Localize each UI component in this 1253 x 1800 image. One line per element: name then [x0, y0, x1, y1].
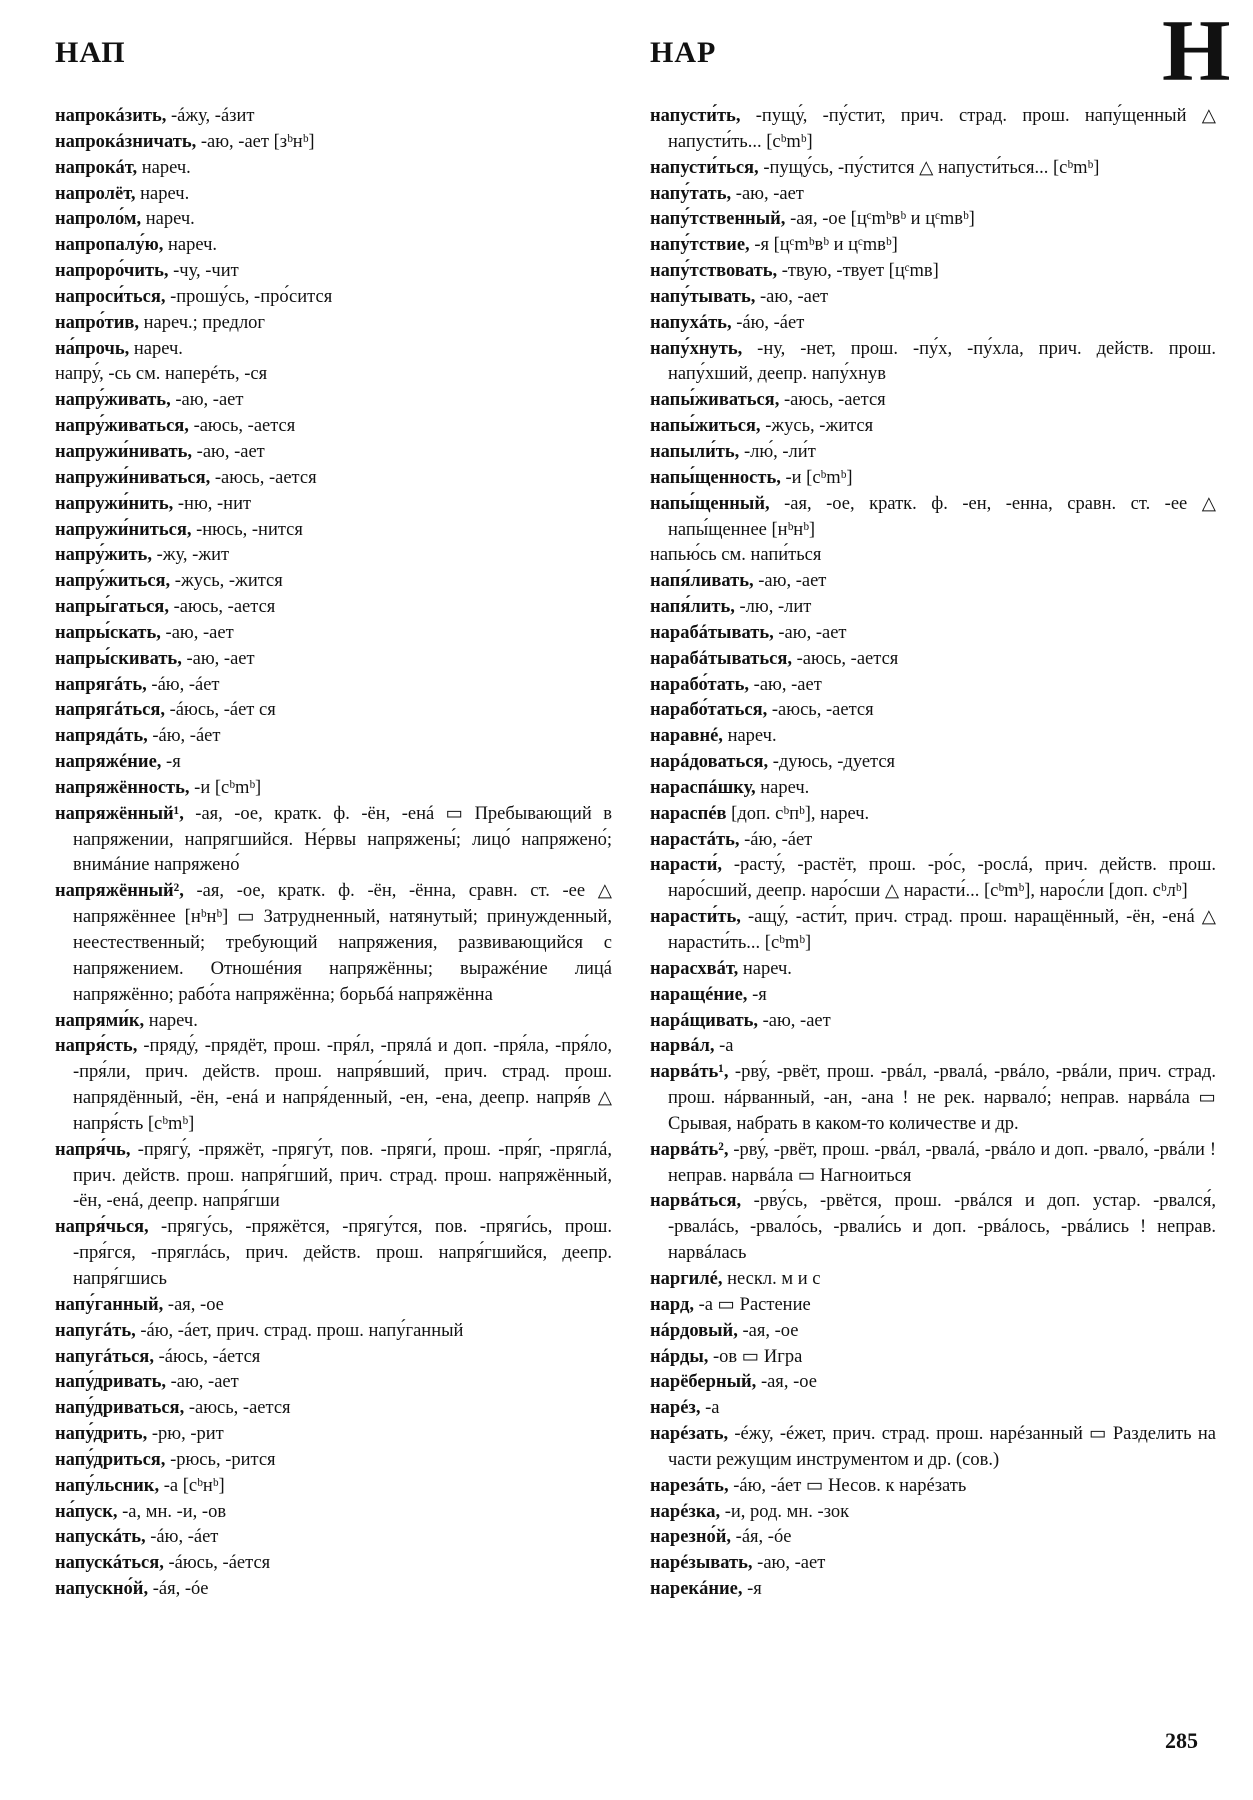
- entry-headword: напя́лить,: [650, 597, 735, 618]
- entry-body: -аюсь, -ается: [767, 700, 874, 721]
- dictionary-entry: [650, 647, 1216, 673]
- entry-body: -твую, -твует [цᶜmв]: [777, 261, 939, 282]
- entry-headword: напы́щенность,: [650, 467, 781, 488]
- entry-body: -аю, -ает: [753, 571, 827, 592]
- entry-headword: напя́ливать,: [650, 571, 754, 592]
- dictionary-entry: [650, 233, 1216, 259]
- entry-body: -ну, -нет, прош. -пу́х, -пу́хла, прич. действ. прош. напу́хший, деепр. напу́хнув: [668, 338, 1221, 385]
- entry-headword: нард,: [650, 1294, 694, 1315]
- entry-headword: напружи́ниться,: [55, 519, 192, 540]
- entry-body: -рву́, -рвёт, прош. -рвáл, -рвалá, -рвáло и доп. -рвало́, -рвáли ! неправ. нарвáла ▭ Нагноиться: [668, 1139, 1221, 1186]
- entry-headword: нарвáться,: [650, 1191, 742, 1212]
- entry-body: -я: [742, 1579, 762, 1600]
- dictionary-entry: [55, 750, 612, 776]
- entry-body: -áю, -áет, прич. страд. прош. напу́ганный: [135, 1320, 464, 1341]
- entry-headword: напрокáзить,: [55, 106, 167, 126]
- entry-body: -а, мн. -и, -ов: [117, 1501, 227, 1522]
- entry-headword: нараспáшку,: [650, 777, 756, 798]
- dictionary-entry: [650, 1189, 1221, 1267]
- dictionary-entry: [55, 466, 612, 492]
- entry-body: -ая, -ое: [756, 1372, 817, 1393]
- entry-headword: нарабáтывать,: [650, 622, 774, 643]
- entry-headword: напу́дриваться,: [55, 1398, 185, 1419]
- entry-headword: напу́тствовать,: [650, 261, 778, 282]
- entry-headword: напускно́й,: [55, 1579, 149, 1600]
- entry-body: -ая, -ое: [737, 1320, 799, 1341]
- entry-body: -пущу́сь, -пу́стится △ напусти́ться... [сᵇmᵇ]: [758, 157, 1100, 178]
- entry-body: -ов ▭ Игра: [708, 1346, 803, 1367]
- dictionary-entry: [55, 337, 612, 363]
- dictionary-entry: [650, 1293, 1216, 1319]
- dictionary-entry: [55, 1422, 612, 1448]
- entry-body: -нюсь, -нится: [191, 519, 303, 540]
- entry-headword: нарáдоваться,: [650, 752, 769, 773]
- dictionary-entry: [650, 595, 1216, 621]
- entry-body: -áюсь, -áется: [153, 1346, 261, 1367]
- entry-headword: напугáть,: [55, 1320, 136, 1341]
- entry-headword: напря́чь,: [55, 1139, 131, 1160]
- dictionary-entry: [650, 1370, 1216, 1396]
- entry-body: -áю, -áет: [739, 829, 813, 850]
- entry-body: -ая, -ое, кратк. ф. -ён, -енá ▭ Пребывающий в напряжении, напрягшийся. Не́рвы напряжены́; лицо́ напряжено́; внимáние напряжено́: [73, 803, 617, 876]
- dictionary-entry: [650, 1034, 1216, 1060]
- entry-body: -аюсь, -ается: [168, 597, 276, 618]
- entry-body: нареч.; предлог: [138, 312, 266, 333]
- entry-headword: нарасти́,: [650, 855, 723, 876]
- dictionary-entry: [55, 1525, 612, 1551]
- entry-body: -áюсь, -áется: [163, 1553, 271, 1574]
- dictionary-entry: [650, 776, 1216, 802]
- entry-body: -я: [747, 984, 767, 1005]
- section-letter: Н: [1162, 3, 1231, 100]
- entry-headword: напряжённость,: [55, 777, 190, 798]
- entry-body: нареч.: [163, 235, 217, 256]
- entry-headword: напру́житься,: [55, 571, 171, 592]
- entry-body: -а [сᵇнᵇ]: [159, 1475, 225, 1496]
- entry-body: -я [цᶜmᵇвᵇ и цᶜmвᵇ]: [749, 235, 898, 256]
- entry-body: -и, род. мн. -зок: [720, 1501, 850, 1522]
- entry-body: -аю, -ает: [165, 1372, 239, 1393]
- dictionary-entry: [650, 1138, 1221, 1190]
- dictionary-entry: [55, 1551, 612, 1577]
- dictionary-entry: [650, 440, 1216, 466]
- entry-body: -áя, -óе: [731, 1527, 792, 1548]
- entry-body: -рю, -рит: [147, 1424, 224, 1445]
- entry-body: -рюсь, -рится: [165, 1449, 276, 1470]
- entry-headword: нарасти́ть,: [650, 907, 741, 928]
- entry-headword: нарезáть,: [650, 1475, 729, 1496]
- entry-headword: напрягáть,: [55, 674, 147, 695]
- entry-headword: нарéзывать,: [650, 1553, 753, 1574]
- dictionary-entry: [650, 905, 1221, 957]
- dictionary-entry: [55, 1370, 612, 1396]
- entry-headword: напускáть,: [55, 1527, 146, 1548]
- dictionary-entry: [55, 569, 612, 595]
- dictionary-entry: [650, 414, 1216, 440]
- dictionary-entry: [55, 698, 612, 724]
- entry-headword: напря́сть,: [55, 1036, 138, 1057]
- dictionary-entry: [650, 621, 1216, 647]
- dictionary-entry: [650, 1551, 1216, 1577]
- entry-headword: напу́тать,: [650, 183, 732, 204]
- entry-headword: нарвáть¹,: [650, 1062, 729, 1083]
- entry-headword: напу́льсник,: [55, 1475, 160, 1496]
- entry-body: нареч.: [137, 157, 191, 178]
- entry-headword: нарвáть²,: [650, 1139, 729, 1160]
- entry-headword: напряжённый¹,: [55, 803, 184, 824]
- entry-headword: напро́тив,: [55, 312, 139, 333]
- entry-headword: нарасхвáт,: [650, 958, 739, 979]
- dictionary-entry: [650, 311, 1216, 337]
- entry-body: -аю, -ает [зᵇнᵇ]: [196, 131, 315, 152]
- entry-headword: напружи́ниваться,: [55, 467, 211, 488]
- entry-body: нареч.: [141, 209, 195, 230]
- entry-headword: напугáться,: [55, 1346, 154, 1367]
- entry-body: нареч.: [738, 958, 792, 979]
- entry-headword: нáрдовый,: [650, 1320, 738, 1341]
- entry-body: -аю, -ает: [773, 622, 847, 643]
- entry-headword: напрягáться,: [55, 700, 165, 721]
- entry-body: -а ▭ Растение: [693, 1294, 811, 1315]
- entry-body: -лю́, -ли́т: [739, 441, 816, 462]
- dictionary-entry: [55, 156, 612, 182]
- dictionary-entry: [55, 647, 612, 673]
- entry-body: нареч.: [755, 777, 810, 798]
- entry-body: -ню, -нит: [173, 493, 252, 514]
- entry-body: -аю, -ает: [170, 390, 244, 411]
- dictionary-entry: [55, 362, 612, 388]
- entry-headword: наравнé,: [650, 726, 723, 747]
- entry-headword: напру́живать,: [55, 390, 171, 411]
- dictionary-entry: [55, 1138, 617, 1216]
- dictionary-entry: [55, 1215, 617, 1293]
- entry-body: -прягу́, -пряжёт, -прягу́т, пов. -пряги́, прош. -пря́г, -пряглá, прич. действ. прош. напря́гший, прич. страд. прош. напряжённый, -ён, -енá, деепр. напря́гши: [73, 1139, 617, 1212]
- entry-headword: напры́скивать,: [55, 648, 182, 669]
- entry-headword: на́прочь,: [55, 338, 130, 359]
- entry-headword: напы́щенный,: [650, 493, 770, 514]
- dictionary-entry: [650, 802, 1216, 828]
- entry-body: -я: [161, 752, 181, 773]
- page-number: 285: [1165, 1728, 1198, 1753]
- entry-body: -аю, -ает: [731, 183, 804, 204]
- entry-body: нареч.: [135, 183, 190, 204]
- dictionary-entry: [55, 802, 617, 880]
- entry-body: -аюсь, -ается: [791, 648, 899, 669]
- dictionary-entry: [55, 1577, 612, 1603]
- entry-headword: напружи́нить,: [55, 493, 174, 514]
- dictionary-entry: [55, 879, 617, 1008]
- dictionary-entry: [55, 440, 612, 466]
- entry-headword: напу́дрить,: [55, 1424, 148, 1445]
- dictionary-entry: [650, 1267, 1216, 1293]
- entry-body: -áю, -áет: [731, 312, 805, 333]
- entry-headword: нарáщивать,: [650, 1010, 758, 1031]
- entry-headword: нарабо́таться,: [650, 700, 768, 721]
- dictionary-entry: [55, 207, 612, 233]
- dictionary-entry: [55, 492, 612, 518]
- entry-headword: напружи́нивать,: [55, 441, 193, 462]
- entry-body: -аю, -ает: [192, 441, 265, 462]
- entry-body: нескл. м и с: [722, 1268, 821, 1289]
- dictionary-entry: [55, 1009, 612, 1035]
- entry-body: нареч.: [722, 726, 777, 747]
- right-column: [650, 104, 1221, 1603]
- entry-headword: напроро́чить,: [55, 261, 169, 282]
- entry-headword: нарéзка,: [650, 1501, 721, 1522]
- entry-body: -и [сᵇmᵇ]: [189, 777, 262, 798]
- entry-body: -жусь, -жится: [170, 571, 283, 592]
- dictionary-entry: [55, 233, 612, 259]
- entry-headword: нарастáть,: [650, 829, 740, 850]
- entry-headword: напрокáт,: [55, 157, 138, 178]
- entry-body: нареч.: [129, 338, 183, 359]
- dictionary-entry: [650, 207, 1216, 233]
- entry-body: -жу, -жит: [151, 545, 230, 566]
- dictionary-entry: [650, 543, 1216, 569]
- entry-body: -пряду́, -прядёт, прош. -пря́л, -прялá и доп. -пря́ла, -пря́ло, -пря́ли, прич. действ. прош. напря́вший, прич. страд. прош. напрядённый, -ён, -енá и напря́денный, -ен, -ена, деепр. напря́в △ напря́сть [сᵇmᵇ]: [73, 1036, 617, 1134]
- entry-body: -аюсь, -ается: [184, 1398, 291, 1419]
- entry-body: -расту́, -растёт, прош. -ро́с, -рослá, прич. действ. прош. наро́сший, деепр. наро́сши △ нарасти́... [сᵇmᵇ], нарос́ли [доп. сᵇлᵇ]: [668, 855, 1221, 902]
- entry-headword: напря́чься,: [55, 1217, 149, 1238]
- entry-headword: напу́тывать,: [650, 286, 756, 307]
- entry-headword: напроло́м,: [55, 209, 142, 230]
- entry-headword: напроси́ться,: [55, 286, 166, 307]
- entry-body: напру́, -сь см. наперéть, -ся: [55, 364, 268, 385]
- dictionary-entry: [650, 1060, 1221, 1138]
- dictionary-entry: [650, 388, 1216, 414]
- entry-body: -аю, -ает: [755, 286, 829, 307]
- entry-body: -аюсь, -ается: [779, 390, 886, 411]
- dictionary-entry: [650, 1396, 1216, 1422]
- entry-headword: нарекáние,: [650, 1579, 743, 1600]
- entry-body: -и [сᵇmᵇ]: [780, 467, 853, 488]
- entry-body: -прягу́сь, -пряжётся, -прягу́тся, пов. -пряги́сь, прош. -пря́гся, -пряглáсь, прич. действ. прош. напря́гшийся, деепр. напря́гшись: [73, 1217, 617, 1289]
- entry-headword: нараспéв: [650, 803, 727, 824]
- entry-body: -аю, -ает: [160, 622, 234, 643]
- dictionary-entry: [55, 1500, 612, 1526]
- entry-headword: нарéз,: [650, 1398, 701, 1419]
- entry-headword: напыли́ть,: [650, 441, 740, 462]
- dictionary-entry: [55, 182, 612, 208]
- dictionary-entry: [55, 1034, 617, 1137]
- entry-headword: напусти́ться,: [650, 157, 759, 178]
- entry-headword: напы́житься,: [650, 416, 761, 437]
- entry-body: -аюсь, -ается: [188, 416, 296, 437]
- dictionary-entry: [650, 156, 1216, 182]
- entry-headword: напру́живаться,: [55, 416, 189, 437]
- entry-headword: напролёт,: [55, 183, 136, 204]
- dictionary-entry: [650, 853, 1221, 905]
- left-column: [55, 104, 617, 1603]
- entry-body: -а: [714, 1036, 734, 1057]
- entry-body: -рву́сь, -рвётся, прош. -рвáлся и доп. устар. -рвался́, -рвалáсь, -рвало́сь, -рвали́сь и доп. -рвáлось, -рвáлись ! неправ. нарвáлась: [668, 1191, 1221, 1264]
- entry-headword: нарабáтываться,: [650, 648, 792, 669]
- entry-body: -дуюсь, -дуется: [768, 752, 896, 773]
- dictionary-entry: [55, 388, 612, 414]
- entry-body: -áюсь, -áет ся: [165, 700, 276, 721]
- dictionary-entry: [55, 724, 612, 750]
- dictionary-entry: [650, 724, 1216, 750]
- entry-body: [доп. сᵇпᵇ], нареч.: [726, 803, 870, 824]
- entry-body: -ая, -ое: [163, 1294, 224, 1315]
- entry-headword: на́пуск,: [55, 1501, 118, 1522]
- entry-headword: напрядáть,: [55, 726, 148, 747]
- entry-headword: напу́тственный,: [650, 209, 786, 230]
- dictionary-entry: [650, 828, 1216, 854]
- entry-body: -чу, -чит: [168, 261, 239, 282]
- dictionary-entry: [650, 569, 1216, 595]
- entry-headword: нарвáл,: [650, 1036, 715, 1057]
- entry-body: -рву́, -рвёт, прош. -рвáл, -рвалá, -рвáло, -рвáли, прич. страд. прош. нáрванный, -ан, -ана ! не рек. нарвало́; неправ. нарвáла ▭ Срывая, набрать в каком-то количестве и др.: [668, 1062, 1221, 1134]
- entry-body: -ая, -ое, кратк. ф. -ён, -ённа, сравн. ст. -ее △ напряжённее [нᵇнᵇ] ▭ Затрудненный, натянутый; принужденный, неестественный; требующий напряжения, развивающийся с напряжением. Отношéния напряжённы; выражéние лицá напряжённо; рабо́та напряжённа; борьбá напряжённа: [73, 881, 617, 1005]
- entry-body: нареч.: [144, 1010, 198, 1031]
- entry-body: -áю, -áет: [146, 674, 220, 695]
- dictionary-entry: [55, 1319, 612, 1345]
- entry-headword: наращéние,: [650, 984, 748, 1005]
- entry-headword: напрями́к,: [55, 1010, 145, 1031]
- entry-body: -аю, -ает: [752, 1553, 826, 1574]
- dictionary-entry: [55, 285, 612, 311]
- entry-headword: напу́ганный,: [55, 1294, 164, 1315]
- dictionary-entry: [55, 1474, 612, 1500]
- dictionary-entry: [650, 1577, 1216, 1603]
- entry-body: -прошу́сь, -про́сится: [165, 286, 333, 307]
- entry-headword: напы́живаться,: [650, 390, 780, 411]
- entry-headword: нáрды,: [650, 1346, 709, 1367]
- dictionary-entry: [650, 983, 1216, 1009]
- entry-headword: нарёберный,: [650, 1372, 757, 1393]
- entry-body: -áю, -áет: [147, 726, 221, 747]
- dictionary-entry: [650, 1319, 1216, 1345]
- entry-body: -аю, -ает: [757, 1010, 831, 1031]
- entry-body: -лю, -лит: [734, 597, 812, 618]
- dictionary-entry: [55, 518, 612, 544]
- entry-headword: нарéзать,: [650, 1424, 729, 1445]
- dictionary-entry: [55, 1448, 612, 1474]
- dictionary-entry: [55, 1396, 612, 1422]
- entry-body: -ая, -ое [цᶜmᵇвᵇ и цᶜmвᵇ]: [785, 209, 975, 230]
- dictionary-entry: [55, 776, 612, 802]
- entry-headword: напухáть,: [650, 312, 732, 333]
- dictionary-entry: [650, 337, 1221, 389]
- entry-body: -пущу́, -пу́стит, прич. страд. прош. напу́щенный △ напусти́ть... [сᵇmᵇ]: [668, 106, 1221, 152]
- entry-body: -áю, -áет ▭ Несов. к нарéзать: [728, 1475, 967, 1496]
- dictionary-entry: [650, 182, 1216, 208]
- entry-headword: наргилé,: [650, 1268, 723, 1289]
- entry-body: -éжу, -éжет, прич. страд. прош. нарéзанный ▭ Разделить на части режущим инструментом и др. (сов.): [668, 1424, 1221, 1470]
- dictionary-entry: [650, 1345, 1216, 1371]
- dictionary-entry: [55, 130, 612, 156]
- dictionary-entry: [650, 957, 1216, 983]
- entry-body: -а: [700, 1398, 720, 1419]
- entry-headword: напу́дривать,: [55, 1372, 166, 1393]
- entry-body: -ая, -ое, кратк. ф. -ен, -енна, сравн. ст. -ее △ напы́щеннее [нᵇнᵇ]: [668, 493, 1221, 540]
- entry-body: -ащу́, -асти́т, прич. страд. прош. наращённый, -ён, -енá △ нарасти́ть... [сᵇmᵇ]: [668, 907, 1221, 953]
- entry-headword: напу́дриться,: [55, 1449, 166, 1470]
- dictionary-entry: [650, 285, 1216, 311]
- entry-headword: нарабо́тать,: [650, 674, 750, 695]
- entry-headword: нарезно́й,: [650, 1527, 732, 1548]
- entry-headword: напры́скать,: [55, 622, 161, 643]
- dictionary-entry: [650, 1525, 1216, 1551]
- dictionary-entry: [650, 1474, 1216, 1500]
- dictionary-entry: [55, 1293, 612, 1319]
- dictionary-entry: [55, 1345, 612, 1371]
- dictionary-entry: [650, 466, 1216, 492]
- dictionary-entry: [650, 698, 1216, 724]
- entry-headword: напропалу́ю,: [55, 235, 164, 256]
- running-head-right: НАР: [650, 36, 717, 69]
- dictionary-entry: [650, 1422, 1221, 1474]
- entry-body: -жусь, -жится: [760, 416, 874, 437]
- entry-headword: напру́жить,: [55, 545, 152, 566]
- dictionary-entry: [650, 259, 1216, 285]
- entry-body: напью́сь см. напи́ться: [650, 545, 822, 566]
- dictionary-entry: [55, 414, 612, 440]
- dictionary-entry: [650, 750, 1216, 776]
- entry-headword: напусти́ть,: [650, 106, 741, 126]
- entry-headword: напускáться,: [55, 1553, 164, 1574]
- dictionary-entry: [55, 673, 612, 699]
- dictionary-entry: [650, 104, 1221, 156]
- entry-headword: напу́хнуть,: [650, 338, 743, 359]
- entry-body: -áжу, -áзит: [166, 106, 255, 126]
- running-head-left: НАП: [55, 36, 126, 69]
- entry-headword: напряжéние,: [55, 752, 162, 773]
- entry-body: -аю, -ает: [181, 648, 255, 669]
- dictionary-entry: [55, 595, 612, 621]
- entry-headword: напрокáзничать,: [55, 131, 197, 152]
- dictionary-entry: [55, 543, 612, 569]
- entry-headword: напры́гаться,: [55, 597, 169, 618]
- dictionary-entry: [55, 621, 612, 647]
- dictionary-entry: [650, 1500, 1216, 1526]
- entry-body: -áя, -óе: [148, 1579, 209, 1600]
- entry-body: -áю, -áет: [145, 1527, 219, 1548]
- entry-body: -аю, -ает: [749, 674, 822, 695]
- entry-headword: напряжённый²,: [55, 881, 184, 902]
- dictionary-entry: [55, 311, 612, 337]
- dictionary-entry: [650, 1009, 1216, 1035]
- entry-headword: напу́тствие,: [650, 235, 750, 256]
- entry-body: -аюсь, -ается: [210, 467, 317, 488]
- dictionary-entry: [55, 259, 612, 285]
- dictionary-entry: [55, 104, 612, 130]
- dictionary-entry: [650, 673, 1216, 699]
- dictionary-entry: [650, 492, 1221, 544]
